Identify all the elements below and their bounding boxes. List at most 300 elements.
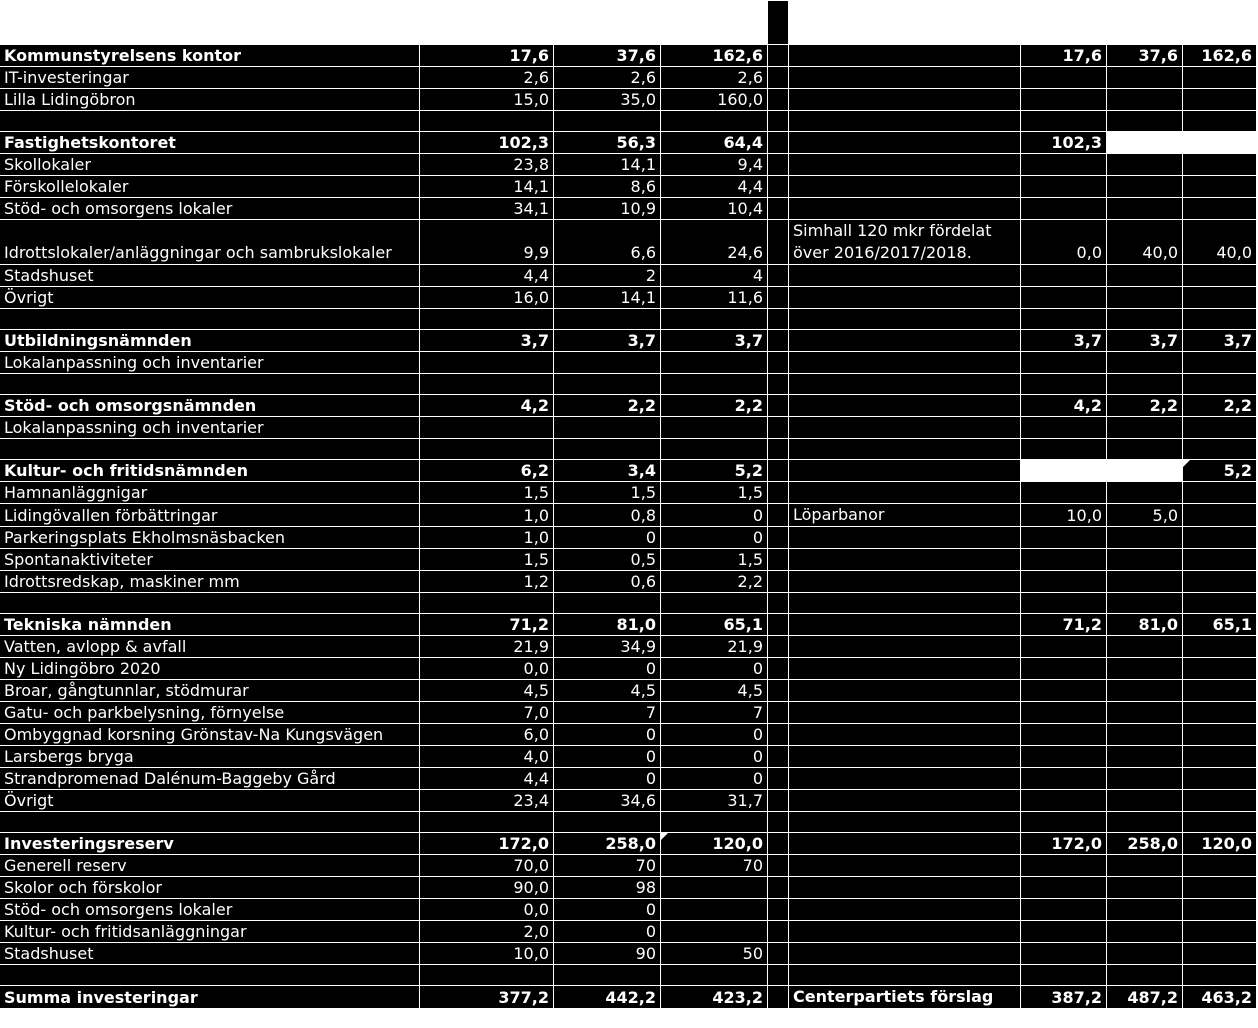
empty-cell	[768, 309, 789, 330]
table-row	[0, 220, 1257, 265]
value-2017	[554, 417, 661, 439]
proposal-2017	[1107, 855, 1183, 877]
table-row	[0, 287, 1257, 309]
row-label: Lidingövallen förbättringar	[0, 504, 420, 527]
proposal-2017	[1107, 549, 1183, 571]
value-2018: 11,6	[661, 287, 768, 309]
table-row	[0, 527, 1257, 549]
table-row	[0, 702, 1257, 724]
row-label: Lilla Lidingöbron	[0, 89, 420, 111]
proposal-2016	[1021, 702, 1107, 724]
table-row	[0, 724, 1257, 746]
empty-cell	[554, 812, 661, 833]
value-2018: 9,4	[661, 154, 768, 176]
value-2016: 14,1	[420, 176, 554, 198]
empty-cell	[789, 812, 1021, 833]
value-2018: 24,6	[661, 220, 768, 265]
table-row	[0, 921, 1257, 943]
row-label: Kultur- och fritidsanläggningar	[0, 921, 420, 943]
proposal-2017: 5,0	[1107, 504, 1183, 527]
proposal-2016	[1021, 265, 1107, 287]
proposal-2017	[1107, 352, 1183, 374]
value-2017: 8,6	[554, 176, 661, 198]
value-2017: 37,6	[554, 45, 661, 67]
value-2018: 65,1	[661, 614, 768, 636]
proposal-2017	[1107, 571, 1183, 593]
value-2017: 4,5	[554, 680, 661, 702]
value-2018: 423,2	[661, 986, 768, 1009]
proposal-note	[789, 680, 1021, 702]
gap-cell	[768, 417, 789, 439]
row-label: Övrigt	[0, 790, 420, 812]
empty-cell	[1107, 593, 1183, 614]
proposal-2018	[1183, 67, 1257, 89]
proposal-2016	[1021, 899, 1107, 921]
row-label: Stöd- och omsorgens lokaler	[0, 899, 420, 921]
value-2018: 0	[661, 504, 768, 527]
proposal-note	[789, 614, 1021, 636]
proposal-2016	[1021, 89, 1107, 111]
row-label: Broar, gångtunnlar, stödmurar	[0, 680, 420, 702]
spacer-row	[0, 593, 1257, 614]
proposal-2017	[1107, 877, 1183, 899]
group-row	[0, 132, 1257, 154]
table-row	[0, 943, 1257, 965]
proposal-2018: 2,2	[1183, 395, 1257, 417]
proposal-2017	[1107, 790, 1183, 812]
gap-cell	[768, 89, 789, 111]
proposal-2017	[1107, 132, 1183, 154]
proposal-2016	[1021, 67, 1107, 89]
proposal-2018	[1183, 154, 1257, 176]
value-2016: 15,0	[420, 89, 554, 111]
value-2017: 3,4	[554, 460, 661, 482]
table-row	[0, 89, 1257, 111]
gap-cell	[768, 154, 789, 176]
gap-cell	[768, 352, 789, 374]
proposal-2017	[1107, 460, 1183, 482]
empty-cell	[554, 965, 661, 986]
row-label: IT-investeringar	[0, 67, 420, 89]
proposal-2017	[1107, 67, 1183, 89]
table-row	[0, 768, 1257, 790]
row-label: Kultur- och fritidsnämnden	[0, 460, 420, 482]
gap-cell	[768, 265, 789, 287]
proposal-2017	[1107, 746, 1183, 768]
proposal-2018	[1183, 287, 1257, 309]
value-2018	[661, 921, 768, 943]
value-2017: 0,8	[554, 504, 661, 527]
value-2016: 16,0	[420, 287, 554, 309]
proposal-note	[789, 790, 1021, 812]
empty-cell	[1021, 374, 1107, 395]
proposal-2016: 102,3	[1021, 132, 1107, 154]
proposal-2018	[1183, 549, 1257, 571]
value-2017: 3,7	[554, 330, 661, 352]
value-2017: 70	[554, 855, 661, 877]
row-label: Larsbergs bryga	[0, 746, 420, 768]
value-2018: 4,4	[661, 176, 768, 198]
proposal-2016: 0,0	[1021, 220, 1107, 265]
gap-cell	[768, 220, 789, 265]
proposal-note	[789, 132, 1021, 154]
proposal-2016	[1021, 527, 1107, 549]
gap-cell	[768, 680, 789, 702]
value-2018: 2,6	[661, 67, 768, 89]
proposal-note	[789, 198, 1021, 220]
proposal-note	[789, 636, 1021, 658]
value-2017: 10,9	[554, 198, 661, 220]
proposal-note	[789, 176, 1021, 198]
proposal-note	[789, 330, 1021, 352]
proposal-2016	[1021, 154, 1107, 176]
gap-cell	[768, 877, 789, 899]
value-2017: 98	[554, 877, 661, 899]
table-row	[0, 417, 1257, 439]
empty-cell	[1107, 309, 1183, 330]
gap-cell	[768, 943, 789, 965]
empty-cell	[0, 965, 420, 986]
value-2017: 0	[554, 768, 661, 790]
value-2017: 14,1	[554, 154, 661, 176]
table-row	[0, 680, 1257, 702]
proposal-2018	[1183, 724, 1257, 746]
value-2018: 4	[661, 265, 768, 287]
value-2017: 442,2	[554, 986, 661, 1009]
gap-cell	[768, 724, 789, 746]
value-2017	[554, 352, 661, 374]
value-2017: 2,6	[554, 67, 661, 89]
empty-cell	[789, 439, 1021, 460]
empty-cell	[554, 374, 661, 395]
gap-cell	[768, 855, 789, 877]
empty-cell	[768, 111, 789, 132]
value-2018: 21,9	[661, 636, 768, 658]
value-2016: 2,6	[420, 67, 554, 89]
empty-cell	[420, 309, 554, 330]
row-label: Stadshuset	[0, 265, 420, 287]
value-2017: 81,0	[554, 614, 661, 636]
proposal-2016	[1021, 482, 1107, 504]
value-2018: 2,2	[661, 395, 768, 417]
header-marker	[768, 1, 788, 44]
empty-cell	[420, 374, 554, 395]
proposal-2018: 463,2	[1183, 986, 1257, 1009]
row-label: Övrigt	[0, 287, 420, 309]
proposal-2018	[1183, 176, 1257, 198]
proposal-2016	[1021, 724, 1107, 746]
proposal-2018	[1183, 571, 1257, 593]
gap-cell	[768, 67, 789, 89]
empty-cell	[1021, 309, 1107, 330]
value-2018: 7	[661, 702, 768, 724]
value-2016: 23,4	[420, 790, 554, 812]
value-2018	[661, 877, 768, 899]
proposal-2018	[1183, 527, 1257, 549]
value-2016: 0,0	[420, 899, 554, 921]
row-label: Fastighetskontoret	[0, 132, 420, 154]
value-2016: 377,2	[420, 986, 554, 1009]
spacer-row	[0, 439, 1257, 460]
empty-cell	[1107, 439, 1183, 460]
proposal-note	[789, 89, 1021, 111]
spacer-row	[0, 111, 1257, 132]
value-2016: 17,6	[420, 45, 554, 67]
proposal-2016: 3,7	[1021, 330, 1107, 352]
empty-cell	[1021, 593, 1107, 614]
proposal-note	[789, 482, 1021, 504]
proposal-2017	[1107, 287, 1183, 309]
row-label: Investeringsreserv	[0, 833, 420, 855]
proposal-2017: 40,0	[1107, 220, 1183, 265]
value-2017: 90	[554, 943, 661, 965]
gap-cell	[768, 45, 789, 67]
proposal-note	[789, 899, 1021, 921]
proposal-2017	[1107, 527, 1183, 549]
row-label: Ombyggnad korsning Grönstav-Na Kungsvägen	[0, 724, 420, 746]
proposal-2016	[1021, 768, 1107, 790]
proposal-note	[789, 460, 1021, 482]
row-label: Generell reserv	[0, 855, 420, 877]
proposal-2017	[1107, 702, 1183, 724]
gap-cell	[768, 899, 789, 921]
value-2016: 1,0	[420, 527, 554, 549]
value-2018	[661, 417, 768, 439]
proposal-note: Centerpartiets förslag	[789, 986, 1021, 1009]
proposal-2017	[1107, 943, 1183, 965]
proposal-2018	[1183, 132, 1257, 154]
empty-cell	[768, 439, 789, 460]
row-label: Utbildningsnämnden	[0, 330, 420, 352]
empty-cell	[420, 439, 554, 460]
row-label: Skolor och förskolor	[0, 877, 420, 899]
proposal-2017	[1107, 658, 1183, 680]
proposal-note	[789, 571, 1021, 593]
proposal-2016	[1021, 746, 1107, 768]
proposal-2016	[1021, 680, 1107, 702]
table-row	[0, 571, 1257, 593]
proposal-2018	[1183, 504, 1257, 527]
proposal-2018	[1183, 768, 1257, 790]
empty-cell	[661, 374, 768, 395]
table-row	[0, 877, 1257, 899]
proposal-2017	[1107, 768, 1183, 790]
table-row	[0, 67, 1257, 89]
group-row	[0, 986, 1257, 1009]
table-row	[0, 636, 1257, 658]
proposal-2017	[1107, 680, 1183, 702]
empty-cell	[768, 965, 789, 986]
row-label: Förskollelokaler	[0, 176, 420, 198]
empty-cell	[768, 593, 789, 614]
empty-cell	[1183, 439, 1257, 460]
proposal-2018: 5,2	[1183, 460, 1257, 482]
value-2017: 0	[554, 658, 661, 680]
proposal-2016	[1021, 176, 1107, 198]
empty-cell	[420, 812, 554, 833]
proposal-2017: 81,0	[1107, 614, 1183, 636]
row-label: Lokalanpassning och inventarier	[0, 417, 420, 439]
value-2018: 5,2	[661, 460, 768, 482]
empty-cell	[789, 111, 1021, 132]
value-2016: 172,0	[420, 833, 554, 855]
proposal-2017	[1107, 154, 1183, 176]
value-2016: 3,7	[420, 330, 554, 352]
empty-cell	[789, 374, 1021, 395]
proposal-note	[789, 395, 1021, 417]
proposal-2018: 40,0	[1183, 220, 1257, 265]
value-2018: 0	[661, 527, 768, 549]
empty-cell	[661, 593, 768, 614]
gap-cell	[768, 768, 789, 790]
proposal-2018	[1183, 265, 1257, 287]
proposal-2016	[1021, 877, 1107, 899]
proposal-note	[789, 45, 1021, 67]
group-row	[0, 330, 1257, 352]
proposal-2018	[1183, 352, 1257, 374]
proposal-2016	[1021, 921, 1107, 943]
group-row	[0, 614, 1257, 636]
proposal-note	[789, 287, 1021, 309]
value-2018	[661, 352, 768, 374]
empty-cell	[1183, 309, 1257, 330]
empty-cell	[1021, 439, 1107, 460]
value-2017: 0	[554, 899, 661, 921]
table-row	[0, 746, 1257, 768]
empty-cell	[1021, 812, 1107, 833]
gap-cell	[768, 614, 789, 636]
empty-cell	[0, 812, 420, 833]
proposal-2017	[1107, 417, 1183, 439]
value-2016: 0,0	[420, 658, 554, 680]
empty-cell	[789, 965, 1021, 986]
proposal-note	[789, 658, 1021, 680]
empty-cell	[789, 309, 1021, 330]
row-label: Stöd- och omsorgsnämnden	[0, 395, 420, 417]
empty-cell	[420, 111, 554, 132]
value-2017: 14,1	[554, 287, 661, 309]
proposal-note	[789, 417, 1021, 439]
proposal-2018: 3,7	[1183, 330, 1257, 352]
value-2018: 1,5	[661, 482, 768, 504]
proposal-2016	[1021, 636, 1107, 658]
value-2017: 0	[554, 527, 661, 549]
spacer-row	[0, 965, 1257, 986]
empty-cell	[0, 439, 420, 460]
gap-cell	[768, 460, 789, 482]
proposal-2018	[1183, 746, 1257, 768]
value-2017: 1,5	[554, 482, 661, 504]
row-label: Lokalanpassning och inventarier	[0, 352, 420, 374]
value-2018: 4,5	[661, 680, 768, 702]
empty-cell	[661, 812, 768, 833]
row-label: Summa investeringar	[0, 986, 420, 1009]
value-2016: 1,5	[420, 549, 554, 571]
gap-cell	[768, 287, 789, 309]
value-2016: 4,0	[420, 746, 554, 768]
proposal-2018	[1183, 198, 1257, 220]
group-row	[0, 833, 1257, 855]
proposal-2016: 17,6	[1021, 45, 1107, 67]
proposal-2016	[1021, 943, 1107, 965]
value-2017: 2	[554, 265, 661, 287]
value-2016	[420, 352, 554, 374]
gap-cell	[768, 549, 789, 571]
investment-table	[0, 45, 1257, 1009]
proposal-2018	[1183, 790, 1257, 812]
row-label: Gatu- och parkbelysning, förnyelse	[0, 702, 420, 724]
proposal-2018: 65,1	[1183, 614, 1257, 636]
gap-cell	[768, 571, 789, 593]
empty-cell	[768, 812, 789, 833]
empty-cell	[0, 111, 420, 132]
value-2016	[420, 417, 554, 439]
empty-cell	[1183, 965, 1257, 986]
value-2018: 0	[661, 768, 768, 790]
value-2017: 7	[554, 702, 661, 724]
proposal-2016	[1021, 571, 1107, 593]
empty-cell	[0, 309, 420, 330]
value-2017: 0,6	[554, 571, 661, 593]
proposal-2016	[1021, 549, 1107, 571]
proposal-2016: 172,0	[1021, 833, 1107, 855]
gap-cell	[768, 176, 789, 198]
value-2018: 31,7	[661, 790, 768, 812]
proposal-note	[789, 352, 1021, 374]
spacer-row	[0, 374, 1257, 395]
proposal-2017: 3,7	[1107, 330, 1183, 352]
empty-cell	[1107, 111, 1183, 132]
empty-cell	[554, 439, 661, 460]
gap-cell	[768, 482, 789, 504]
gap-cell	[768, 833, 789, 855]
empty-cell	[1183, 812, 1257, 833]
empty-cell	[420, 593, 554, 614]
proposal-note	[789, 154, 1021, 176]
table-row	[0, 352, 1257, 374]
empty-cell	[1021, 111, 1107, 132]
row-label: Idrottsredskap, maskiner mm	[0, 571, 420, 593]
empty-cell	[1183, 111, 1257, 132]
row-label: Spontanaktiviteter	[0, 549, 420, 571]
table-row	[0, 790, 1257, 812]
row-label: Idrottslokaler/anläggningar och sambrukslokaler	[0, 220, 420, 265]
proposal-2017	[1107, 198, 1183, 220]
empty-cell	[1107, 965, 1183, 986]
proposal-note	[789, 943, 1021, 965]
proposal-note	[789, 527, 1021, 549]
gap-cell	[768, 132, 789, 154]
value-2017: 258,0	[554, 833, 661, 855]
proposal-note: Simhall 120 mkr fördelat över 2016/2017/2018.	[789, 220, 1021, 265]
table-row	[0, 482, 1257, 504]
proposal-2018	[1183, 877, 1257, 899]
proposal-2016: 10,0	[1021, 504, 1107, 527]
value-2017: 35,0	[554, 89, 661, 111]
row-label: Strandpromenad Dalénum-Baggeby Gård	[0, 768, 420, 790]
empty-cell	[1183, 593, 1257, 614]
row-label: Ny Lidingöbro 2020	[0, 658, 420, 680]
value-2018: 10,4	[661, 198, 768, 220]
value-2018: 1,5	[661, 549, 768, 571]
value-2016: 1,0	[420, 504, 554, 527]
proposal-2018	[1183, 417, 1257, 439]
empty-cell	[0, 593, 420, 614]
value-2016: 7,0	[420, 702, 554, 724]
proposal-2018: 162,6	[1183, 45, 1257, 67]
empty-cell	[661, 111, 768, 132]
proposal-2017: 2,2	[1107, 395, 1183, 417]
